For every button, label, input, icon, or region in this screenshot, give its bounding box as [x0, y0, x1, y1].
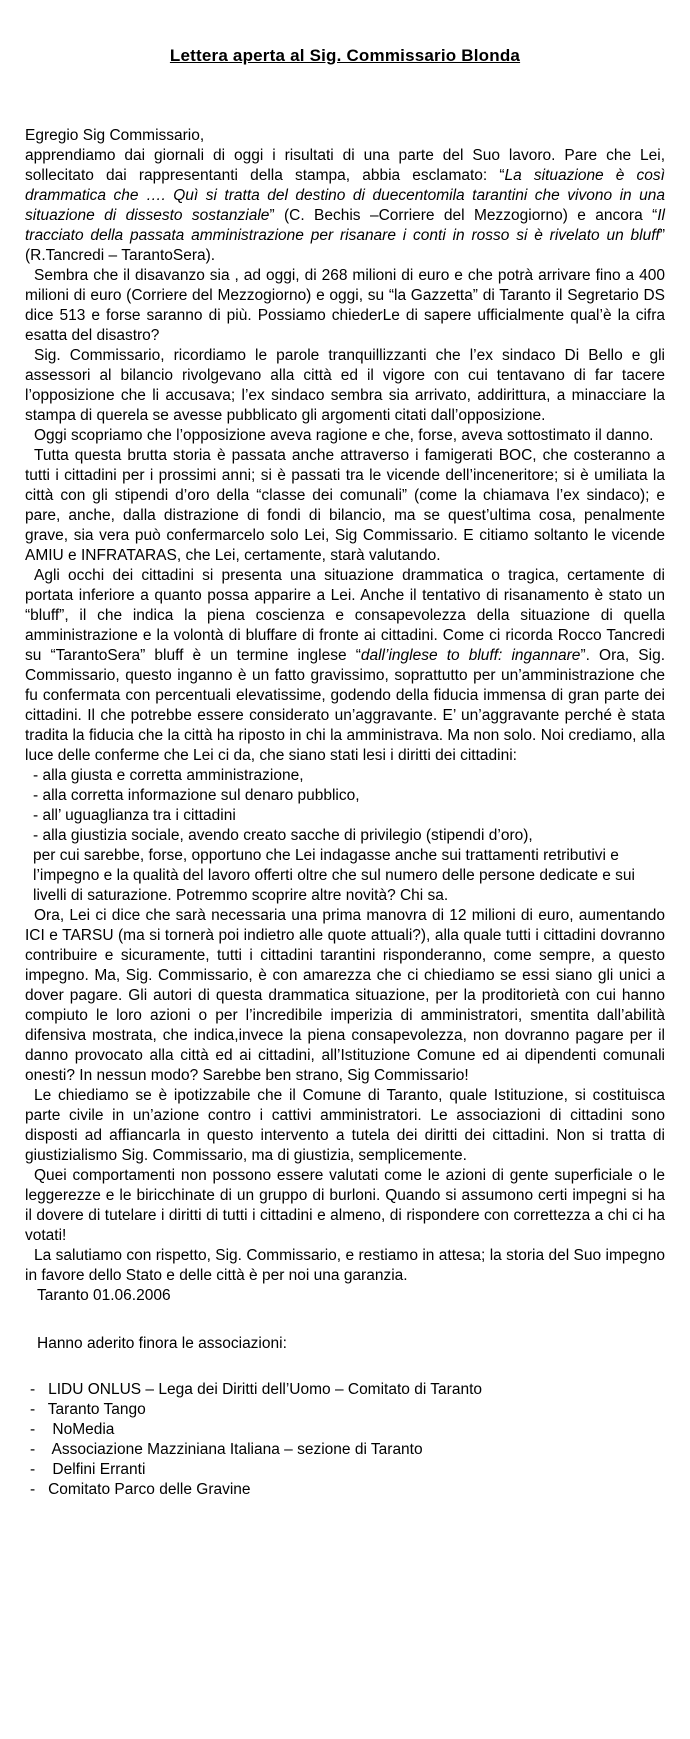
adhesions-heading: Hanno aderito finora le associazioni:: [37, 1335, 287, 1352]
association-item: - Taranto Tango: [30, 1401, 146, 1418]
intro-text: apprendiamo dai giornali di oggi i risultati di una parte del Suo lavoro. Pare che Lei, sollecitato dai rappresentanti della stampa, abbia esclamato: “: [25, 147, 665, 184]
spacer: [25, 1354, 665, 1380]
press-quote-1: La situazione è così drammatica che …. Quì si tratta del destino di duecentomila tarantini che vivono in una situazione di dissesto sostanziale: [25, 167, 665, 224]
rights-list: [25, 766, 665, 846]
paragraph-comportamenti: Quei comportamenti non possono essere valutati come le azioni di gente superficiale o le leggerezze e le biricchinate di un gruppo di burloni. Quando si assumono certi impegni si ha il dovere di tutelare i diritti di tutti i cittadini e almeno, di rispondere con correttezza a chi ci ha votati!: [25, 1167, 665, 1244]
intro-attribution-1: ” (C. Bechis –Corriere del Mezzogiorno) e ancora “: [269, 207, 658, 224]
paragraph-ex-mayor: Sig. Commissario, ricordiamo le parole tranquillizzanti che l’ex sindaco Di Bello e gli assessori al bilancio rivolgevano alla città ed il vigore con cui tentavano di far tacere l’opposizione che li accusava; l’ex sindaco sembra sia arrivato, addirittura, a minacciare la stampa di querela se avesse pubblicato gli argomenti citati dall’opposizione.: [25, 347, 665, 424]
intro-attribution-2: ” (R.Tancredi – TarantoSera).: [25, 227, 665, 264]
association-item: - LIDU ONLUS – Lega dei Diritti dell’Uomo – Comitato di Taranto: [30, 1381, 482, 1398]
bluff-text-end: ”. Ora, Sig. Commissario, questo inganno è un fatto gravissimo, soprattutto per un’amministrazione che fu confermata con percentuali elevatissime, godendo della fiducia immensa di gran parte dei cittadini. Il che potrebbe essere considerato un’aggravante. E’ un’aggravante perché è stata tradita la fiducia che la città ha riposto in chi la amministrava. Ma non solo. Noi crediamo, alla luce delle conferme che Lei ci da, che siano stati lesi i diritti dei cittadini:: [25, 647, 666, 764]
association-item: - Comitato Parco delle Gravine: [30, 1481, 251, 1498]
associations-list: [25, 1380, 665, 1500]
document-title-text: Lettera aperta al Sig. Commissario Blonda: [169, 46, 521, 65]
rights-list-item: - all’ uguaglianza tra i cittadini: [33, 807, 236, 824]
rights-list-item: - alla corretta informazione sul denaro pubblico,: [33, 787, 360, 804]
rights-list-item: - alla giustizia sociale, avendo creato sacche di privilegio (stipendi d’oro),: [33, 827, 533, 844]
paragraph-parte-civile: Le chiediamo se è ipotizzabile che il Comune di Taranto, quale Istituzione, si costituisca parte civile in un’azione contro i cattivi amministratori. Le associazioni di cittadini sono disposti ad affiancarla in questo intervento a tutela dei diritti dei cittadini. Non si tratta di giustizialismo Sig. Commissario, ma di giustizia, semplicemente.: [25, 1087, 665, 1164]
paragraph-boc: Tutta questa brutta storia è passata anche attraverso i famigerati BOC, che costeranno a tutti i cittadini per i prossimi anni; si è passati tra le vicende dell’inceneritore; si è umiliata la città con gli stipendi d’oro della “classe dei comunali” (come la chiamava l’ex sindaco); e pare, anche, dalla distrazione di fondi di bilancio, ma se quest’ultima cosa, penalmente grave, sia vera può confermarcelo solo Lei, Sig Commissario. E citiamo soltanto le vicende AMIU e INFRATARAS, che Lei, certamente, starà valutando.: [25, 447, 665, 564]
paragraph-intro: [25, 146, 665, 266]
paragraph-opposition: Oggi scopriamo che l’opposizione aveva ragione e che, forse, aveva sottostimato il danno.: [34, 427, 654, 444]
paragraph-manovra: Ora, Lei ci dice che sarà necessaria una prima manovra di 12 milioni di euro, aumentando ICI e TARSU (ma si tornerà poi indietro alle quote attuali?), alla quale tutti i cittadini dovranno contribuire e sicuramente, tutti i cittadini tarantini risponderanno, come sempre, a questo impegno. Ma, Sig. Commissario, è con amarezza che ci chiediamo se essi siano gli unici a dover pagare. Gli autori di questa drammatica situazione, per la proditorietà con cui hanno compiuto le loro azioni o per l’incredibile imperizia di amministratori, smentita dall’abilità difensiva mostrata, che indica,invece la piena consapevolezza, non dovranno pagare per il danno provocato alla città ed ai cittadini, all’Istituzione Comune ed ai dipendenti comunali onesti? In nessun modo? Sarebbe ben strano, Sig Commissario!: [25, 907, 665, 1084]
bluff-text: Agli occhi dei cittadini si presenta una situazione drammatica o tragica, certamente di portata inferiore a quanto possa apparire a Lei. Anche il tentativo di risanamento è stato un “bluff”, il che indica la piena coscienza e consapevolezza della situazione di quella amministrazione e la volontà di bluffare di fronte ai cittadini. Come ci ricorda Rocco Tancredi su “TarantoSera” bluff è un termine inglese “: [25, 567, 665, 664]
rights-note: per cui sarebbe, forse, opportuno che Lei indagasse anche sui trattamenti retributivi e l’impegno e la qualità del lavoro offerti oltre che sul numero delle persone dedicate e sui livelli di saturazione. Potremmo scoprire altre novità? Chi sa.: [33, 847, 635, 904]
salutation: Egregio Sig Commissario,: [25, 127, 205, 144]
document-title: [25, 46, 665, 66]
spacer: [25, 1306, 665, 1334]
association-item: - NoMedia: [30, 1421, 115, 1438]
rights-list-item: - alla giusta e corretta amministrazione,: [33, 767, 304, 784]
paragraph-saluto: La salutiamo con rispetto, Sig. Commissario, e restiamo in attesa; la storia del Suo impegno in favore dello Stato e delle città è per noi una garanzia.: [25, 1247, 665, 1284]
bluff-quote: dall’inglese to bluff: ingannare: [360, 647, 581, 664]
association-item: - Delfini Erranti: [30, 1461, 146, 1478]
paragraph-deficit: Sembra che il disavanzo sia , ad oggi, di 268 milioni di euro e che potrà arrivare fino a 400 milioni di euro (Corriere del Mezzogiorno) e oggi, su “la Gazzetta” di Taranto il Segretario DS dice 513 e forse saranno di più. Possiamo chiederLe di sapere ufficialmente qual’è la cifra esatta del disastro?: [25, 267, 665, 344]
paragraph-bluff: [25, 566, 665, 766]
association-item: - Associazione Mazziniana Italiana – sezione di Taranto: [30, 1441, 423, 1458]
dateline: Taranto 01.06.2006: [37, 1287, 171, 1304]
press-quote-2: Il tracciato della passata amministrazione per risanare i conti in rosso si è rivelato un bluff: [25, 207, 665, 244]
